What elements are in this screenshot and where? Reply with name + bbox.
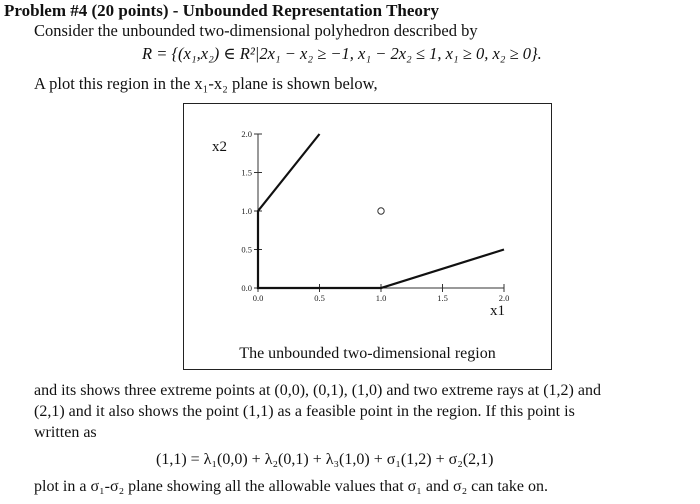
x-tick-label: 2.0 [498, 293, 510, 303]
y-tick-label: 2.0 [241, 129, 252, 139]
x-tick-label: 0.0 [252, 293, 264, 303]
figure-caption: The unbounded two-dimensional region [239, 345, 496, 362]
representation-equation: (1,1) = λ₁(0,0) + λ₂(0,1) + λ₃(1,0) + σ₁(1,2) + σ₂(2,1) [156, 451, 494, 468]
y-axis-label: x2 [212, 139, 227, 155]
x-tick-label: 1.0 [375, 293, 387, 303]
paragraph-line-1: and its shows three extreme points at (0,0), (0,1), (1,0) and two extreme rays at (1,2) and [34, 382, 601, 399]
y-tick-label: 0.5 [241, 244, 252, 255]
y-tick-label: 0.0 [241, 283, 252, 293]
x-axis-label: x1 [490, 303, 505, 319]
x-tick-label: 1.5 [437, 293, 448, 303]
problem-title: Problem #4 (20 points) - Unbounded Representation Theory [4, 1, 439, 20]
final-instruction: plot in a σ₁-σ₂ plane showing all the allowable values that σ₁ and σ₂ can take on. [34, 478, 549, 495]
paragraph-line-2: (2,1) and it also shows the point (1,1) as a feasible point in the region. If this point is [34, 403, 575, 420]
feasible-point-marker [378, 208, 384, 214]
x-tick-label: 0.5 [314, 293, 325, 303]
intro-text: Consider the unbounded two-dimensional polyhedron described by [34, 21, 478, 40]
paragraph-line-3: written as [34, 424, 97, 441]
plot-intro-text: A plot this region in the x₁-x₂ plane is shown below, [34, 74, 378, 93]
region-figure [183, 103, 552, 370]
region-plot [184, 104, 550, 340]
y-tick-label: 1.5 [241, 167, 252, 178]
y-tick-label: 1.0 [241, 206, 252, 216]
region-definition: R = {(x₁,x₂) ∈ R²|2x₁ − x₂ ≥ −1, x₁ − 2x₂ ≤ 1, x₁ ≥ 0, x₂ ≥ 0}. [142, 44, 542, 63]
